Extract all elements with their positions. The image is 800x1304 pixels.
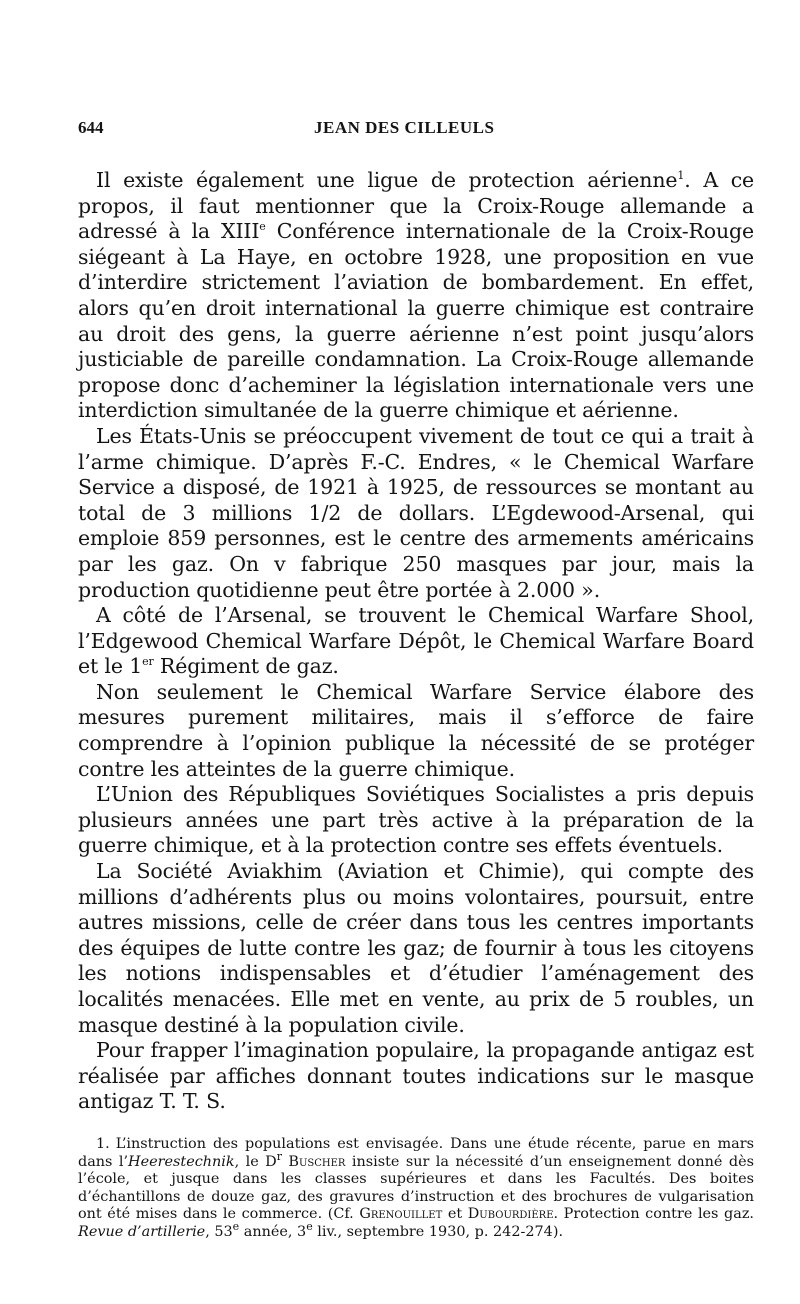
body-text [78, 168, 754, 1115]
footnotes [78, 1136, 754, 1242]
paragraph: Non seulement le Chemical Warfare Service élabore des mesures purement militaires, mais il s’efforce de faire comprendre à l’opinion publique la nécessité de se protéger contre les atteintes de la guerre chimique. [78, 679, 754, 781]
footnote-text: et [442, 1206, 468, 1223]
paragraph-text: Régiment de gaz. [153, 654, 339, 679]
ordinal-suffix: e [306, 1220, 313, 1234]
footnote [78, 1136, 754, 1242]
footnote-reference: 1 [677, 169, 685, 183]
title-abbreviation: r [276, 1149, 282, 1163]
journal-title: Revue d’artillerie [78, 1223, 206, 1240]
author-name: Grenouillet [359, 1206, 443, 1223]
paragraph-text: . A ce propos, il faut mentionner que la Croix-Rouge allemande a adressé à la XIII [78, 168, 755, 244]
paragraph: Pour frapper l’imagination populaire, la propagande antigaz est réalisée par affiches donnant toutes indications sur le masque antigaz T. T. S. [78, 1038, 754, 1114]
page [78, 118, 754, 1115]
footnote-text: . Protection contre les gaz. [553, 1206, 754, 1223]
paragraph [78, 168, 754, 424]
footnote-text: liv., septembre 1930, p. 242-274). [312, 1223, 564, 1240]
author-name: Dubourdière [467, 1206, 554, 1223]
ordinal-suffix: e [259, 220, 266, 234]
paragraph-text: Conférence internationale de la Croix-Rouge siégeant à La Haye, en octobre 1928, une proposition en vue d’interdire strictement l’aviation de bombardement. En effet, alors qu’en droit international la guerre chimique est contraire au droit des gens, la guerre aérienne n’est point jusqu’alors justiciable de pareille condamnation. La Croix-Rouge allemande propose donc d’acheminer la législation internationale vers une interdiction simultanée de la guerre chimique et aérienne. [78, 219, 754, 423]
paragraph-text: A côté de l’Arsenal, se trouvent le Chemical Warfare Shool, l’Edgewood Chemical Warfare Dépôt, le Chemical Warfare Board et le 1 [78, 603, 754, 679]
ordinal-suffix: e [232, 1220, 240, 1234]
footnote-text: L’instruction des populations est envisagée. Dans une étude récente, parue en mars dans l’ [78, 1136, 754, 1170]
footnote-text: , le D [234, 1153, 277, 1170]
footnote-text: insiste sur la nécessité d’un enseignement donné dès l’école, et jusque dans les classes supérieures et dans les Facultés. Des boites d’échantillons de douze gaz, des gravures d’instruction et des brochures de vulgarisation ont été mises dans le commerce. (Cf. [78, 1153, 754, 1223]
footnote-text: , 53 [205, 1223, 233, 1240]
journal-title: Heerestechnik [128, 1153, 235, 1170]
author-name: Buscher [288, 1153, 346, 1170]
page-number: 644 [78, 118, 104, 137]
paragraph-text: Il existe également une ligue de protection aérienne [96, 168, 678, 192]
footnote-number: 1. [96, 1136, 110, 1152]
paragraph: L’Union des Républiques Soviétiques Socialistes a pris depuis plusieurs années une part très active à la préparation de la guerre chimique, et à la protection contre ses effets éventuels. [78, 782, 754, 858]
paragraph: Les États-Unis se préoccupent vivement de tout ce qui a trait à l’arme chimique. D’après F.-C. Endres, « le Chemical Warfare Service a disposé, de 1921 à 1925, de ressources se montant au total de 3 millions 1/2 de dollars. L’Egdewood-Arsenal, qui emploie 859 personnes, est le centre des armements américains par les gaz. On v fabrique 250 masques par jour, mais la production quotidienne peut être portée à 2.000 ». [78, 423, 754, 602]
footnote-text: année, 3 [239, 1223, 307, 1240]
running-title: JEAN DES CILLEULS [314, 118, 495, 137]
paragraph [78, 603, 754, 680]
ordinal-suffix: er [142, 655, 154, 669]
paragraph: La Société Aviakhim (Aviation et Chimie), qui compte des millions d’adhérents plus ou moins volontaires, poursuit, entre autres missions, celle de créer dans tous les centres importants des équipes de lutte contre les gaz; de fournir à tous les citoyens les notions indispensables et d’étudier l’aménagement des localités menacées. Elle met en vente, au prix de 5 roubles, un masque destiné à la population civile. [78, 859, 754, 1037]
running-header [78, 118, 754, 148]
